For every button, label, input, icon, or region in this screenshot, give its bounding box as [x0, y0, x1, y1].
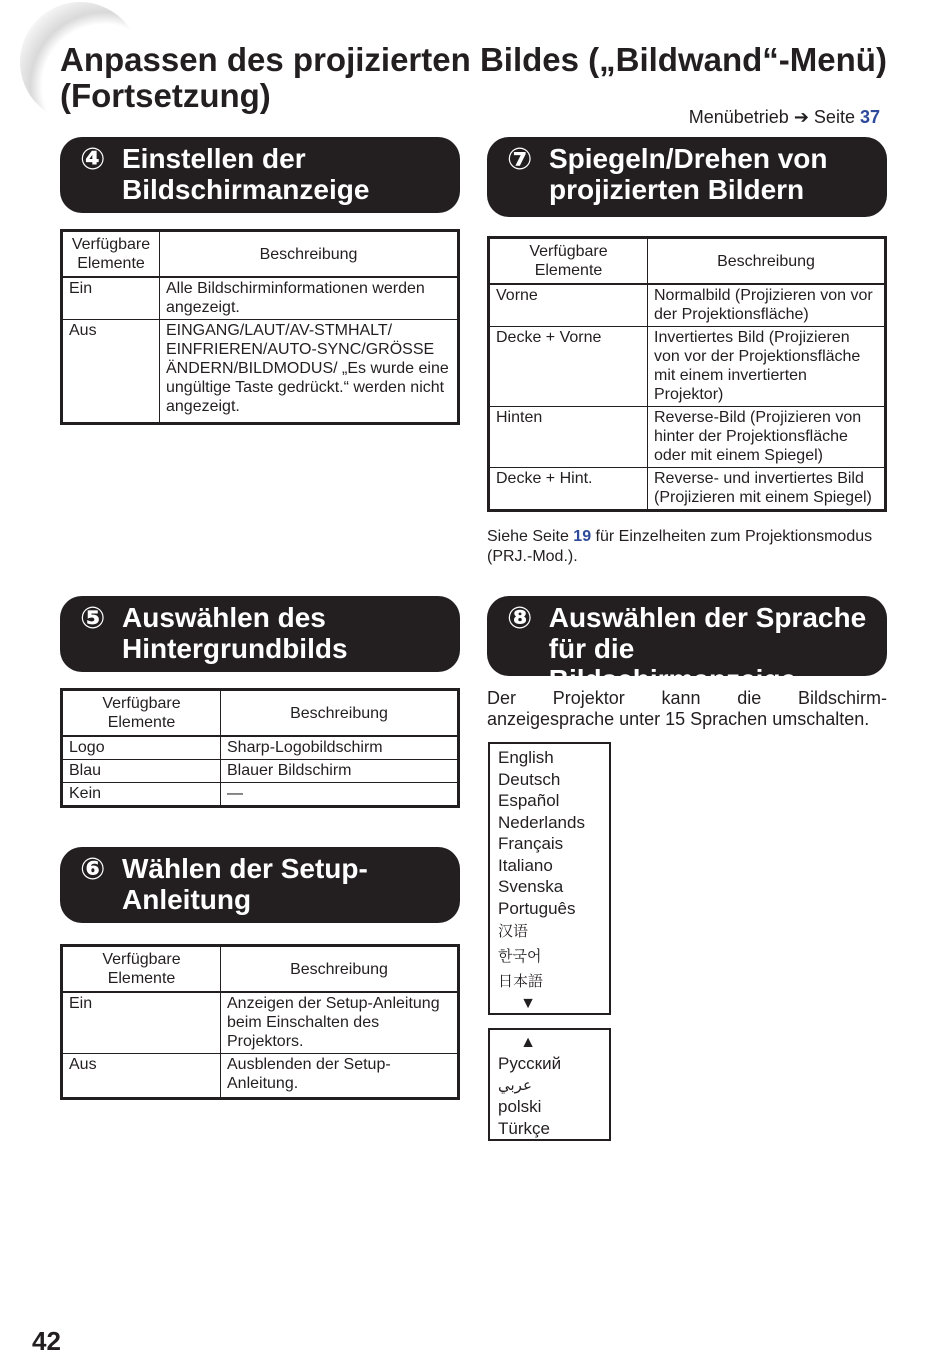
cell-description: Sharp-Logobildschirm	[221, 736, 459, 760]
section-7-header	[487, 137, 887, 217]
language-item: عربي	[498, 1075, 532, 1094]
section-5-title	[122, 602, 348, 664]
language-item: 한국어	[498, 947, 542, 965]
column-header-items: Verfügbare Elemente	[62, 946, 221, 993]
table-row	[62, 320, 459, 424]
triangle-down-icon: ▼	[520, 995, 536, 1012]
section-6-title-line-1: Wählen der Setup-	[122, 853, 368, 884]
table-header-row	[62, 231, 459, 278]
section-6-table	[60, 944, 460, 1100]
language-item: Svenska	[498, 877, 564, 896]
cell-item: Decke + Hint.	[489, 468, 648, 511]
section-8-number: ⑧	[507, 601, 533, 636]
language-item: Türkçe	[498, 1118, 550, 1138]
section-5-table	[60, 688, 460, 808]
section-6-header	[60, 847, 460, 923]
section-6-title	[122, 853, 368, 915]
table-row	[62, 992, 459, 1054]
cell-description: EINGANG/LAUT/AV-STMHALT/ EINFRIEREN/AUTO-SYNC/GRÖSSE ÄNDERN/BILDMODUS/ „Es wurde eine ungültige Taste gedrückt.“ werden nicht angezeigt.	[160, 320, 459, 424]
section-4-header	[60, 137, 460, 213]
table-header-row	[489, 238, 886, 285]
menu-ref-page-link[interactable]: 37	[859, 107, 880, 127]
cell-description: Normalbild (Projizieren von vor der Projektionsfläche)	[648, 284, 886, 327]
section-5-title-line-2: Hintergrundbilds	[122, 633, 348, 664]
cell-item: Hinten	[489, 407, 648, 468]
language-item: 日本語	[498, 972, 544, 990]
cell-description: Ausblenden der Setup-Anleitung.	[221, 1054, 459, 1099]
column-header-description: Beschreibung	[648, 238, 886, 285]
column-header-description: Beschreibung	[160, 231, 459, 278]
table-row	[489, 407, 886, 468]
language-list-page-1	[488, 742, 611, 1015]
cell-item: Blau	[62, 760, 221, 783]
section-7-number: ⑦	[507, 142, 533, 177]
language-intro-text	[487, 688, 887, 730]
language-item: polski	[498, 1097, 542, 1116]
cell-description: Blauer Bildschirm	[221, 760, 459, 783]
cell-description: Alle Bildschirminformationen werden angezeigt.	[160, 277, 459, 320]
section-5-title-line-1: Auswählen des	[122, 602, 326, 633]
note-page-link[interactable]: 19	[573, 528, 592, 545]
table-row	[489, 327, 886, 407]
table-row	[489, 468, 886, 511]
page-number: 42	[32, 1326, 61, 1356]
page-title-line-1: Anpassen des projizierten Bildes („Bildwand“-Menü)	[60, 41, 887, 78]
note-text-after: für Einzelheiten zum Projektionsmodus (PRJ.-Mod.).	[487, 528, 873, 565]
cell-item: Logo	[62, 736, 221, 760]
menu-ref-text: Menübetrieb	[688, 107, 789, 127]
cell-item: Aus	[62, 320, 160, 424]
cell-item: Ein	[62, 992, 221, 1054]
cell-description: —	[221, 783, 459, 807]
arrow-right-icon: ➔	[793, 107, 809, 127]
section-4-title-line-2: Bildschirmanzeige	[122, 174, 370, 205]
table-header-row	[62, 690, 459, 737]
section-8-title-line-2: für die Bildschirmanzeige	[548, 633, 797, 695]
language-item: Nederlands	[498, 812, 585, 832]
projection-mode-note	[487, 527, 897, 567]
section-8-title	[549, 602, 887, 695]
section-7-title-line-1: Spiegeln/Drehen von	[549, 143, 828, 174]
language-item: Italiano	[498, 855, 553, 875]
language-list-page-2	[488, 1028, 611, 1141]
section-6-title-line-2: Anleitung	[122, 884, 252, 915]
menu-reference	[689, 107, 880, 128]
cell-description: Reverse-Bild (Projizieren von hinter der Projektionsfläche oder mit einem Spiegel)	[648, 407, 886, 468]
language-item: Português	[498, 898, 576, 918]
table-row	[489, 284, 886, 327]
column-header-description: Beschreibung	[221, 690, 459, 737]
cell-item: Kein	[62, 783, 221, 807]
cell-item: Vorne	[489, 284, 648, 327]
section-5-number: ⑤	[80, 601, 106, 636]
column-header-items: Verfügbare Elemente	[62, 231, 160, 278]
language-item: Español	[498, 791, 560, 810]
table-row	[62, 736, 459, 760]
language-item: Deutsch	[498, 769, 561, 789]
table-header-row	[62, 946, 459, 993]
column-header-description: Beschreibung	[221, 946, 459, 993]
column-header-items: Verfügbare Elemente	[62, 690, 221, 737]
table-row	[62, 760, 459, 783]
note-text-before: Siehe Seite	[487, 528, 569, 545]
cell-description: Invertiertes Bild (Projizieren von vor der Projektionsfläche mit einem invertierten Projektor)	[648, 327, 886, 407]
cell-item: Decke + Vorne	[489, 327, 648, 407]
cell-description: Reverse- und invertiertes Bild (Projizieren mit einem Spiegel)	[648, 468, 886, 511]
column-header-items: Verfügbare Elemente	[489, 238, 648, 285]
table-row	[62, 277, 459, 320]
section-6-number: ⑥	[80, 852, 106, 887]
triangle-up-icon: ▲	[520, 1034, 536, 1051]
section-8-header	[487, 596, 887, 695]
section-7-title	[549, 143, 828, 205]
language-item: English	[498, 748, 554, 767]
table-row	[62, 1054, 459, 1099]
table-row	[62, 783, 459, 807]
section-7-table	[487, 236, 887, 512]
intro-line-1: Der Projektor kann die Bildschirm-	[487, 688, 887, 708]
intro-line-2: anzeigesprache unter 15 Sprachen umschalten.	[487, 709, 870, 729]
cell-description: Anzeigen der Setup-Anleitung beim Einschalten des Projektors.	[221, 992, 459, 1054]
section-4-title-line-1: Einstellen der	[122, 143, 306, 174]
language-item: 汉语	[498, 922, 529, 940]
section-5-header	[60, 596, 460, 672]
page-title-line-2: (Fortsetzung)	[60, 77, 271, 114]
page-title	[60, 42, 920, 114]
section-4-table	[60, 229, 460, 425]
section-4-number: ④	[80, 142, 106, 177]
cell-item: Aus	[62, 1054, 221, 1099]
section-7-title-line-2: projizierten Bildern	[549, 174, 805, 205]
section-4-title	[122, 143, 369, 205]
language-item: Русский	[498, 1054, 562, 1073]
section-8-title-line-1: Auswählen der Sprache	[548, 602, 867, 633]
language-item: Français	[498, 834, 564, 853]
cell-item: Ein	[62, 277, 160, 320]
menu-ref-page-label: Seite	[813, 107, 855, 127]
